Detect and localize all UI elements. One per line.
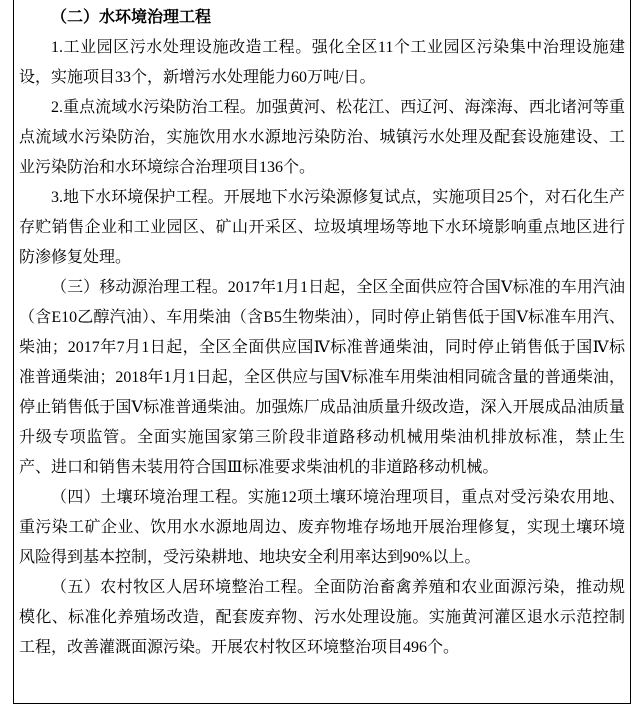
paragraph-groundwater-protection: 3.地下水环境保护工程。开展地下水污染源修复试点，实施项目25个，对石化生产存贮销售企业和工业园区、矿山开采区、垃圾填埋场等地下水环境影响重点地区进行防渗修复处理。 xyxy=(19,189,625,266)
paragraph-soil-environment-treatment: （四）土壤环境治理工程。实施12项土壤环境治理项目，重点对受污染农用地、重污染工矿企业、饮用水水源地周边、废弃物堆存场地开展治理修复，实现土壤环境风险得到基本控制，受污染耕地、地块安全利用率达到90%以上。 xyxy=(19,489,625,566)
paragraph-key-basin-pollution: 2.重点流域水污染防治工程。加强黄河、松花江、西辽河、海滦海、西北诸河等重点流域水污染防治，实施饮用水水源地污染防治、城镇污水处理及配套设施建设、工业污染防治和水环境综合治理项目136个。 xyxy=(19,99,625,176)
paragraph-mobile-source-treatment: （三）移动源治理工程。2017年1月1日起，全区全面供应符合国Ⅴ标准的车用汽油（含E10乙醇汽油）、车用柴油（含B5生物柴油），同时停止销售低于国Ⅴ标准车用汽、柴油；2017年7月1日起，全区全面供应国Ⅳ标准普通柴油，同时停止销售低于国Ⅳ标准普通柴油；2018年1月1日起，全区供应与国Ⅴ标准车用柴油相同硫含量的普通柴油，停止销售低于国Ⅴ标准普通柴油。加强炼厂成品油质量升级改造，深入开展成品油质量升级专项监管。全面实施国家第三阶段非道路移动机械用柴油机排放标准，禁止生产、进口和销售未装用符合国Ⅲ标准要求柴油机的非道路移动机械。 xyxy=(19,279,625,476)
page-border xyxy=(13,0,631,704)
paragraph-rural-pastoral-environment: （五）农村牧区人居环境整治工程。全面防治畜禽养殖和农业面源污染，推动规模化、标准化养殖场改造，配套废弃物、污水处理设施。实施黄河灌区退水示范控制工程，改善灌溉面源污染。开展农村牧区环境整治项目496个。 xyxy=(19,579,625,656)
paragraph-industrial-park-sewage: 1.工业园区污水处理设施改造工程。强化全区11个工业园区污染集中治理设施建设，实施项目33个，新增污水处理能力60万吨/日。 xyxy=(19,39,625,86)
section-heading: （二）水环境治理工程 xyxy=(51,9,212,26)
document-content xyxy=(14,0,630,703)
